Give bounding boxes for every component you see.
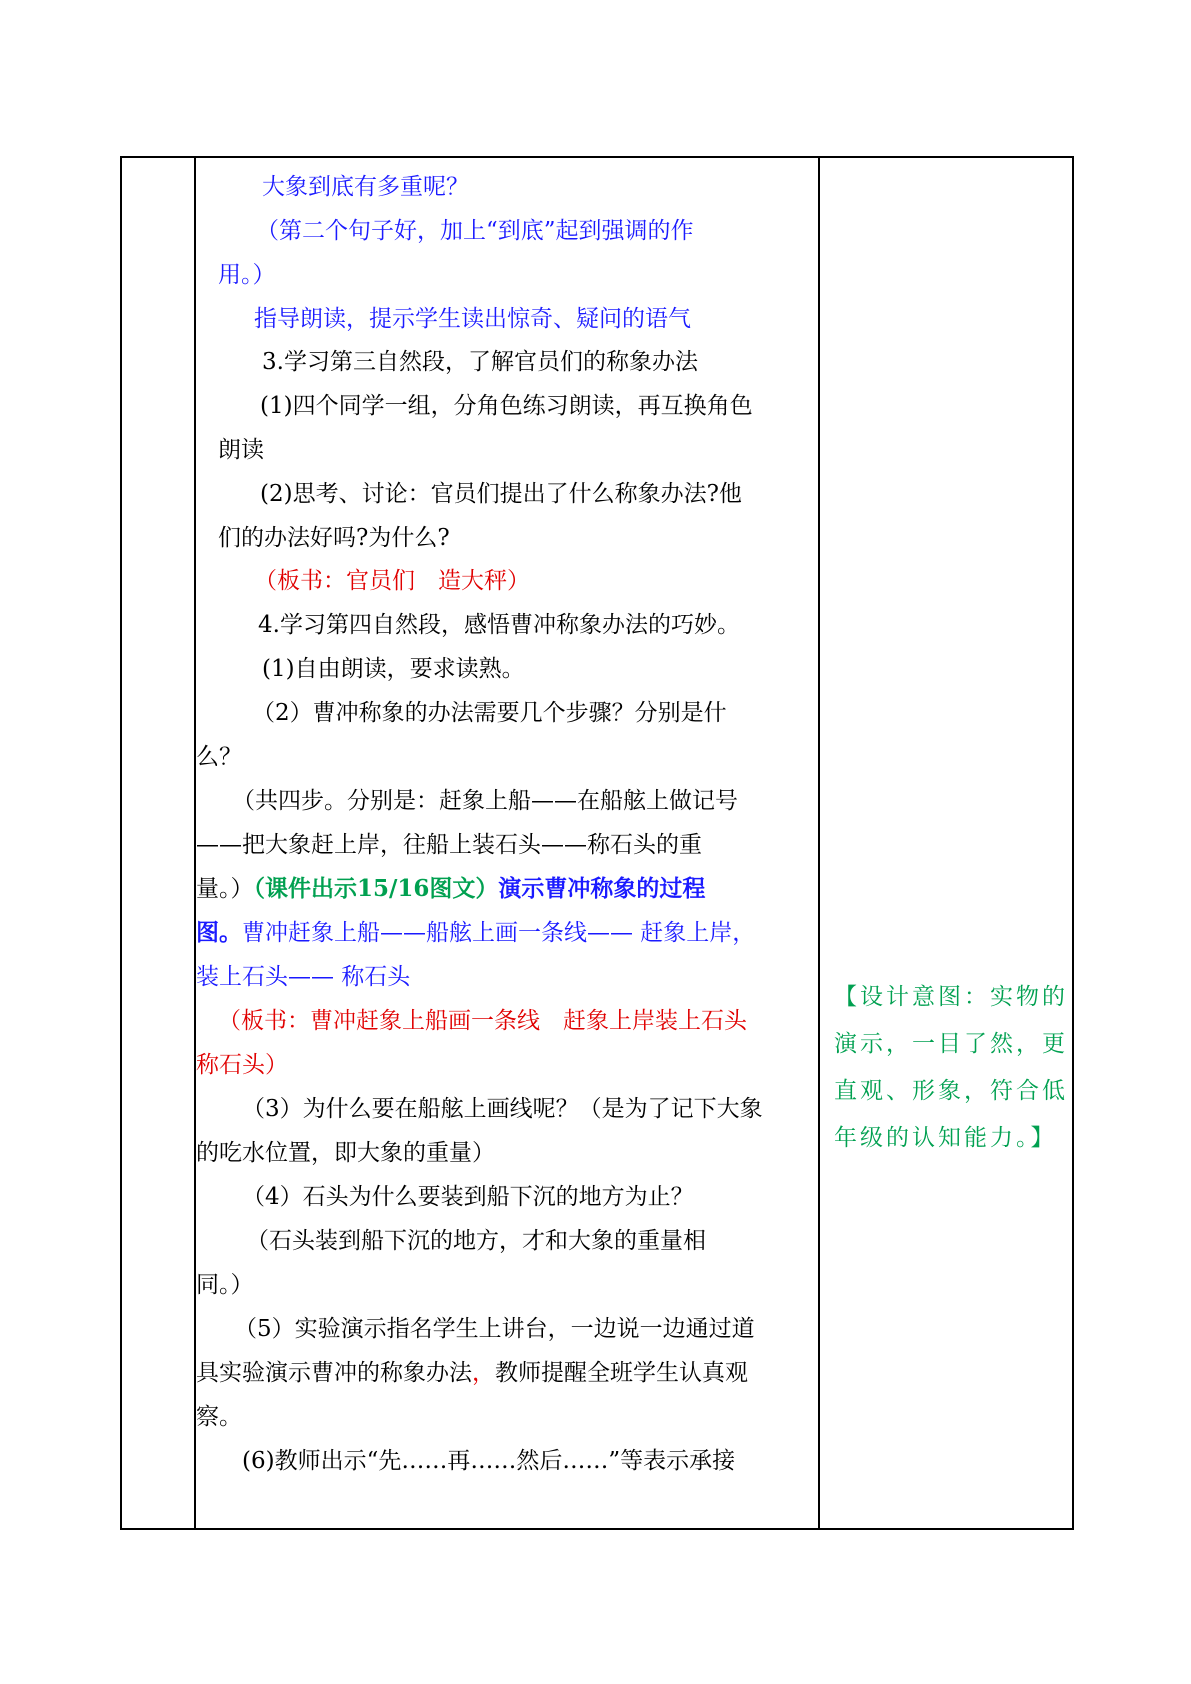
text-line: 用。） [218,262,276,288]
text-line: (6)教师出示“先……再……然后……”等表示承接 [242,1448,736,1474]
text-line: (1)四个同学一组，分角色练习朗读，再互换角色 [260,393,753,419]
text-line: （3）为什么要在船舷上画线呢？（是为了记下大象 [242,1096,763,1122]
design-intent-line: 【设计意图：实物的 [834,984,1068,1010]
demo-title: 图。 [196,919,242,946]
board-note: （板书：曹冲赶象上船画一条线 赶象上岸装上石头 [218,1008,747,1034]
text-line: 察。 [196,1404,242,1430]
text-line: 4.学习第四自然段，感悟曹冲称象办法的巧妙。 [258,612,740,638]
text-line: （共四步。分别是：赶象上船——在船舷上做记号 [232,788,738,814]
text-span: 具实验演示曹冲的称象办法 [196,1360,472,1386]
text-line: 的吃水位置，即大象的重量） [196,1140,495,1166]
text-line: 装上石头—— 称石头 [196,964,411,990]
text-line: （4）石头为什么要装到船下沉的地方为止？ [242,1184,694,1210]
text-span: 曹冲赶象上船——船舷上画一条线—— 赶象上岸， [242,920,756,946]
lesson-table [120,156,1074,1530]
design-intent-line: 年级的认知能力。】 [834,1125,1057,1151]
red-comma: ， [472,1360,495,1386]
design-intent-line: 演示，一目了然，更 [834,1031,1068,1057]
text-line: （2）曹冲称象的办法需要几个步骤？分别是什 [252,700,727,726]
text-line: 朗读 [218,437,264,463]
courseware-note: （课件出示15/16图文） [253,875,499,902]
text-line [196,1358,748,1388]
text-span: 教师提醒全班学生认真观 [495,1360,748,1386]
design-intent-line: 直观、形象，符合低 [834,1078,1068,1104]
text-line: 么？ [196,744,242,770]
text-line: 同。） [196,1272,254,1298]
text-line: 大象到底有多重呢？ [262,174,469,200]
text-line: 们的办法好吗?为什么? [218,525,450,551]
text-line [196,918,755,948]
text-span: 量。） [196,876,254,902]
board-note: 称石头） [196,1052,288,1078]
text-line: (1)自由朗读，要求读熟。 [262,656,525,682]
text-line: ——把大象赶上岸，往船上装石头——称石头的重 [196,832,702,858]
text-line: 3.学习第三自然段，了解官员们的称象办法 [262,349,698,375]
left-empty-cell [122,158,194,1528]
text-line [196,874,705,904]
text-line: （第二个句子好，加上“到底”起到强调的作 [256,218,694,244]
demo-title: 演示曹冲称象的过程 [498,875,706,902]
text-line: （5）实验演示指名学生上讲台，一边说一边通过道 [234,1316,755,1342]
text-line: （石头装到船下沉的地方，才和大象的重量相 [246,1228,706,1254]
teaching-process-cell [196,158,818,1528]
text-line: (2)思考、讨论：官员们提出了什么称象办法?他 [260,481,742,507]
board-note: （板书：官员们 造大秤） [254,568,530,594]
text-line: 指导朗读，提示学生读出惊奇、疑问的语气 [254,306,691,332]
design-intent-cell [820,158,1074,1528]
